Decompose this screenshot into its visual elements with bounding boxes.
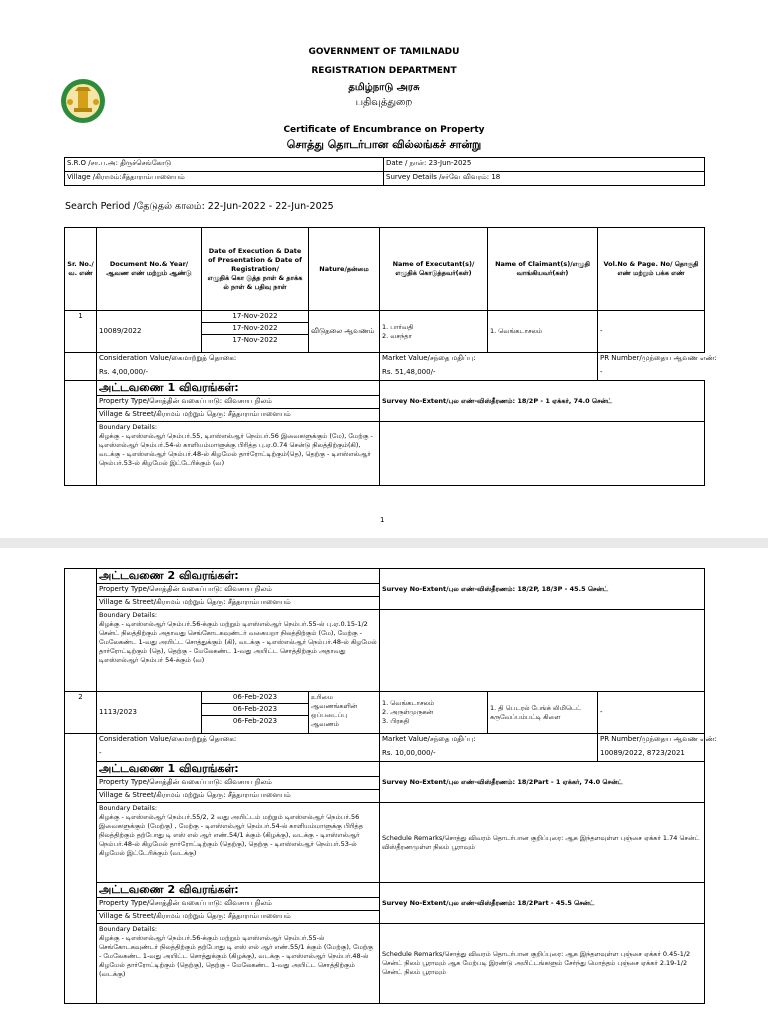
department-title-tamil: பதிவுத்துறை bbox=[355, 97, 413, 108]
boundary-details: Boundary Details: கிழக்கு - டிஎஸ்எல்ஆர் நெம்பர்.56-க்கும் மற்றும் டிஎஸ்எல்ஆர் நெம்பர்.55-ல் பு.ஏ.0.15-1/2 சென்ட் நிலத்திற்கும் அதாவது செங்கோடகவுண்டர் வகையறா நிலத்திற்கும் (மே), மேற்கு - மேலேகண்ட 1-வது அயிட்ட சொத்துக்கும் (கி), வடக்கு - டிஎஸ்எல்ஆர் நெம்பர்.48-ல் கிழமேல் தார்ரோட்டிற்கும் (தெ), தெற்கு - மேலேகண்ட 1-வது அயிட்ட சொத்திற்கும் அதாவது டிஎஸ்எல்ஆர் நெம்பர் 54-க்கும் (வ) bbox=[97, 610, 380, 692]
village-street: Village & Street/கிராமம் மற்றும் தெரு: சீத்தாராம்பாளையம் bbox=[97, 790, 380, 803]
schedule-1-title: அட்டவணை 1 விவரங்கள்: bbox=[97, 381, 380, 396]
market-value: Market Value/சந்தை மதிப்பு: Rs. 51,48,000/- bbox=[380, 353, 598, 381]
entry-dates: 17-Nov-2022 17-Nov-2022 17-Nov-2022 bbox=[202, 311, 309, 353]
department-title: REGISTRATION DEPARTMENT bbox=[311, 66, 457, 76]
column-header-dates: Date of Execution & Date of Presentation & Date of Registration/ எழுதிக் கொ டுத்த நாள் & தாக்க ல் நாள் & பதிவு நாள் bbox=[202, 228, 309, 311]
entry-claimants: 1. தி பெடரல் பேங்க் லிமிடெட் கருவேப்பம்பட்டி கிளை bbox=[488, 692, 598, 734]
table-row bbox=[65, 692, 705, 734]
boundary-details: Boundary Details: கிழக்கு - டிஎஸ்எல்ஆர் நெம்பர்.56-க்கும் மற்றும் டிஎஸ்எல்ஆர் நெம்பர்.55-ல் செங்கோடகவுண்டர் நிலத்திற்கும் தற்போது டி எஸ் எல் ஆர் எண்.55/1 க்கும் (மேற்கு), மேற்கு - மேலேகண்ட 1-வது அயிட்ட சொத்துக்கும் (கிழக்கு), வடக்கு - டிஎஸ்எல்ஆர் நெம்பர்.48-ல் கிழமேல் தார்ரோட்டிற்கும் (தெற்கு), தெற்கு - மேலேகண்ட 1-வது அயிட்ட சொத்திற்கும் (வடக்கு) bbox=[97, 924, 380, 1004]
column-header-nature: Nature/தன்மை bbox=[309, 228, 380, 311]
entry-nature: உரிமை ஆவணங்களின் ஒப்படைப்பு ஆவணம் bbox=[309, 692, 380, 734]
entry-nature: விடுதலை ஆவணம் bbox=[309, 311, 380, 353]
village-street: Village & Street/கிராமம் மற்றும் தெரு: சீத்தாராம்பாளையம் bbox=[97, 911, 380, 924]
entry-dates: 06-Feb-2023 06-Feb-2023 06-Feb-2023 bbox=[202, 692, 309, 734]
date-cell: Date / நாள்: 23-Jun-2025 bbox=[384, 158, 705, 172]
search-period: Search Period /தேடுதல் காலம்: 22-Jun-2022 - 22-Jun-2025 bbox=[65, 201, 334, 212]
page-number: 1 bbox=[380, 516, 385, 524]
property-type: Property Type/சொத்தின் வகைப்பாடு: விவசாய நிலம் bbox=[97, 777, 380, 790]
entry-vol: - bbox=[598, 692, 705, 734]
certificate-title: Certificate of Encumbrance on Property bbox=[283, 125, 485, 135]
schedule-2-title: அட்டவணை 2 விவரங்கள்: bbox=[97, 883, 380, 898]
entry-sr: 1 bbox=[65, 311, 97, 353]
schedule-1-title: அட்டவணை 1 விவரங்கள்: bbox=[97, 762, 380, 777]
certificate-title-tamil: சொத்து தொடர்பான வில்லங்கச் சான்று bbox=[286, 138, 482, 151]
schedule-remarks: Schedule Remarks/சொத்து விவரம் தொடர்பான குறிப்புரை: ஆக இந்தளவுள்ள புஞ்சை ஏக்கர் 0.45-1/2 சென்ட் நிலம் பூராவும் ஆக மேற்படி இரண்டு அயிட்டங்களும் சேர்ந்து மொத்தம் புஞ்சை ஏக்கர் 2.19-1/2 சென்ட் நிலம் பூராவும் bbox=[380, 924, 705, 1004]
schedule-2-survey: Survey No-Extent/புல எண்-விஸ்தீரணம்: 18/2P, 18/3P - 45.5 சென்ட் bbox=[380, 569, 705, 610]
encumbrance-table bbox=[64, 227, 717, 486]
government-title: GOVERNMENT OF TAMILNADU bbox=[308, 47, 460, 57]
survey-details-cell: Survey Details /சர்வே விவரம்: 18 bbox=[384, 172, 705, 186]
property-type: Property Type/சொத்தின் வகைப்பாடு: விவசாய நிலம் bbox=[97, 396, 380, 409]
table-row bbox=[65, 311, 705, 353]
entry-executants: 1. வெங்கடாசலம் 2. அருள்முருகன் 3. பிரகதி bbox=[380, 692, 488, 734]
column-header-vol: Vol.No & Page. No/ தொகுதி எண் மற்றும் பக்க எண் bbox=[598, 228, 705, 311]
column-header-claimants: Name of Claimant(s)/எழுதி வாங்கியவர்(கள்) bbox=[488, 228, 598, 311]
info-table bbox=[64, 157, 705, 186]
table-header-row bbox=[65, 228, 705, 311]
property-type: Property Type/சொத்தின் வகைப்பாடு: விவசாய நிலம் bbox=[97, 898, 380, 911]
entry-sr: 2 bbox=[65, 692, 97, 734]
boundary-details: Boundary Details: கிழக்கு - டிஎஸ்எல்ஆர் நெம்பர்.55, டிஎஸ்எல்ஆர் நெம்பர்.56 இவைகளுக்கும் (மே), மேற்கு - டிஎஸ்எல்ஆர் நெம்பர்.54-ல் காளியம்மாளுக்கு பிரித்த பு.ஏ.0.74 சென்டு நிலத்திற்கும்(கி), வடக்கு - டிஎஸ்எல்ஆர் நெம்பர்.48-ல் கிழமேல் தார்ரோட்டிற்கும்(தெ), தெற்கு - டிஎஸ்எல்ஆர் நெம்பர்.53-ல் கிழமேல் இட்டேரிக்கும் (வ) bbox=[97, 422, 380, 486]
entry-executants: 1. பார்வதி 2. வசந்தா bbox=[380, 311, 488, 353]
column-header-sr: Sr. No./ வ. எண் bbox=[65, 228, 97, 311]
pr-number: PR Number/முந்தைய ஆவண எண்: 10089/2022, 8723/2021 bbox=[598, 734, 705, 762]
schedule-1-survey: Survey No-Extent/புல எண்-விஸ்தீரணம்: 18/2P - 1 ஏக்கர், 74.0 சென்ட் bbox=[380, 381, 705, 422]
consideration-value: Consideration Value/கைமாற்றுத் தொகை: - bbox=[97, 734, 380, 762]
schedule-1-survey: Survey No-Extent/புல எண்-விஸ்தீரணம்: 18/2Part - 1 ஏக்கர், 74.0 சென்ட் bbox=[380, 762, 705, 803]
entry-claimants: 1. வெங்கடாசலம் bbox=[488, 311, 598, 353]
table-row bbox=[65, 353, 705, 381]
market-value: Market Value/சந்தை மதிப்பு: Rs. 10,00,000/- bbox=[380, 734, 598, 762]
entry-document: 1113/2023 bbox=[97, 692, 202, 734]
entry-vol: - bbox=[598, 311, 705, 353]
table-row bbox=[65, 734, 705, 762]
boundary-details: Boundary Details: கிழக்கு - டிஎஸ்எல்ஆர் நெம்பர்.55/2, 2 வது அயிட்டம் மற்றும் டிஎஸ்எல்ஆர் நெம்பர்.56 இவைகளுக்கும் (மேற்கு) , மேற்கு - டிஎஸ்எல்ஆர் நெம்பர்.54-ல் காளியம்மாளுக்கு பிரித்த நிலத்திற்கும் தற்போது டி எஸ் எல் ஆர் எண்.54/1 க்கும் (கிழக்கு), வடக்கு - டிஎஸ்எல்ஆர் நெம்பர்.48-ல் கிழமேல் தார்ரோட்டிற்கும் (தெற்கு), தெற்கு - டிஎஸ்எல்ஆர் நெம்பர்.53-ல் கிழமேல் இட்டேரிக்கும் (வடக்கு) bbox=[97, 803, 380, 883]
encumbrance-table-continued bbox=[64, 568, 717, 1004]
village-cell: Village /கிராமம்:சீத்தாராம்பாளையம் bbox=[65, 172, 384, 186]
column-header-executants: Name of Executant(s)/ எழுதிக் கொடுத்தவர்(கள்) bbox=[380, 228, 488, 311]
village-street: Village & Street/கிராமம் மற்றும் தெரு: சீத்தாராம்பாளையம் bbox=[97, 409, 380, 422]
pr-number: PR Number/முந்தைய ஆவண எண்: - bbox=[598, 353, 705, 381]
consideration-value: Consideration Value/கைமாற்றுத் தொகை: Rs. 4,00,000/- bbox=[97, 353, 380, 381]
page-2 bbox=[0, 548, 768, 1024]
entry-document: 10089/2022 bbox=[97, 311, 202, 353]
government-title-tamil: தமிழ்நாடு அரசு bbox=[348, 82, 420, 93]
schedule-2-title: அட்டவணை 2 விவரங்கள்: bbox=[97, 569, 380, 584]
property-type: Property Type/சொத்தின் வகைப்பாடு: விவசாய நிலம் bbox=[97, 584, 380, 597]
schedule-remarks: Schedule Remarks/சொத்து விவரம் தொடர்பான குறிப்புரை: ஆக இந்தளவுள்ள புஞ்சை ஏக்கர் 1.74 சென்ட் விஸ்தீரணமுள்ள நிலம் பூராவும் bbox=[380, 803, 705, 883]
sro-cell: S.R.O /சா.ப.அ: திருச்செங்கோடு bbox=[65, 158, 384, 172]
schedule-2-survey: Survey No-Extent/புல எண்-விஸ்தீரணம்: 18/2Part - 45.5 சென்ட் bbox=[380, 883, 705, 924]
column-header-document: Document No.& Year/ ஆவண எண் மற்றும் ஆண்டு bbox=[97, 228, 202, 311]
village-street: Village & Street/கிராமம் மற்றும் தெரு: சீத்தாராம்பாளையம் bbox=[97, 597, 380, 610]
